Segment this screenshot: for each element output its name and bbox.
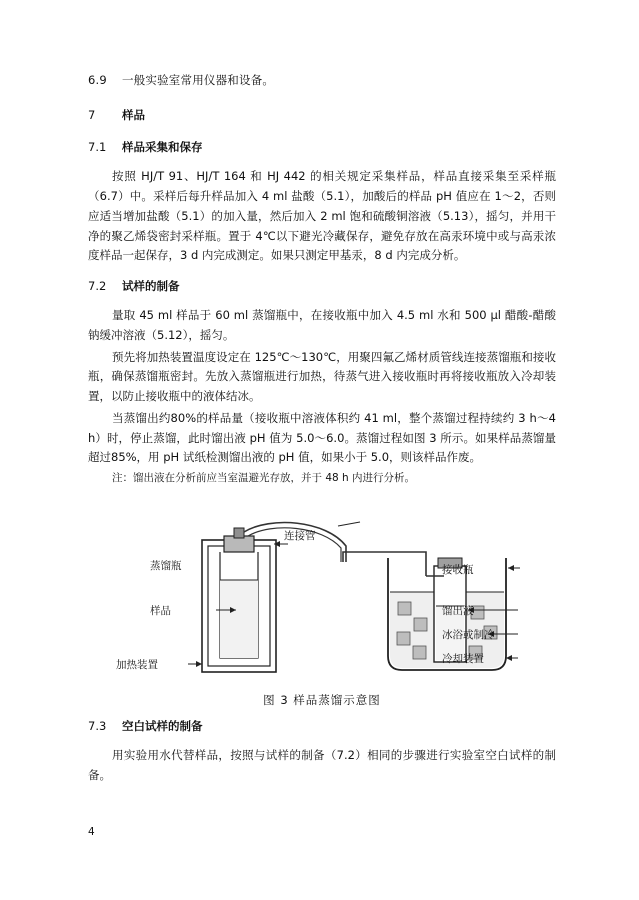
figure-svg xyxy=(88,506,556,686)
figure-caption: 图 3 样品蒸馏示意图 xyxy=(263,693,381,708)
spacer xyxy=(88,268,556,278)
figure-label-heating-device: 加热装置 xyxy=(116,659,158,672)
section-7-2-note: 注：馏出液在分析前应当室温避光存放，并于 48 h 内进行分析。 xyxy=(112,472,416,485)
figure-distillation-diagram xyxy=(88,506,556,686)
spacer-2 xyxy=(88,708,556,718)
section-7-2-title: 试样的制备 xyxy=(122,279,180,294)
page-content xyxy=(88,72,556,788)
figure-label-distillation-flask: 蒸馏瓶 xyxy=(150,560,182,573)
section-7-1-number: 7.1 xyxy=(88,140,107,155)
section-7-1-title: 样品采集和保存 xyxy=(122,140,203,155)
section-7-3-paragraph-1: 用实验用水代替样品，按照与试样的制备（7.2）相同的步骤进行实验室空白试样的制备。 xyxy=(88,748,556,782)
section-7-2-paragraph-1: 量取 45 ml 样品于 60 ml 蒸馏瓶中，在接收瓶中加入 4.5 ml 水和 500 μl 醋酸-醋酸钠缓冲溶液（5.12），摇匀。 xyxy=(88,308,556,342)
section-7-2-heading xyxy=(88,278,556,294)
section-7-number: 7 xyxy=(88,108,96,123)
section-7-1-paragraph-1: 按照 HJ/T 91、HJ/T 164 和 HJ 442 的相关规定采集样品，样品直接采集至采样瓶（6.7）中。采样后每升样品加入 4 ml 盐酸（5.1），加酸后的样品 pH 值应在 1～2，否则应适当增加盐酸（5.1）的加入量，然后加入 2 ml 饱和硫酸铜溶液（5.13），摇匀，并用干净的聚乙烯袋密封采样瓶。置于 4℃以下避光冷藏保存，避免存放在高汞环境中或与高汞浓度样品一起保存，3 d 内完成测定。如果只测定甲基汞，8 d 内完成分析。 xyxy=(88,169,556,263)
figure-label-distillate: 馏出液 xyxy=(442,605,474,618)
section-7-3-number: 7.3 xyxy=(88,719,107,734)
figure-label-ice-bath: 冰浴或制冷 xyxy=(442,629,495,642)
section-6-9 xyxy=(88,72,556,89)
figure-label-connector-tube: 连接管 xyxy=(284,530,316,543)
section-7-3-heading xyxy=(88,718,556,734)
section-7-2-paragraph-2: 预先将加热装置温度设定在 125℃～130℃，用聚四氟乙烯材质管线连接蒸馏瓶和接收瓶，确保蒸馏瓶密封。先放入蒸馏瓶进行加热，待蒸气进入接收瓶时再将接收瓶放入冷却装置，以防止接收瓶中的液体结冰。 xyxy=(88,349,556,404)
figure-label-cooling-device: 冷却装置 xyxy=(442,653,484,666)
section-7-2-number: 7.2 xyxy=(88,279,107,294)
section-6-9-title: 一般实验室常用仪器和设备。 xyxy=(122,73,275,87)
section-7-1-heading xyxy=(88,139,556,155)
section-7-3-title: 空白试样的制备 xyxy=(122,719,203,734)
page-number: 4 xyxy=(88,826,95,838)
figure-label-receiving-flask: 接收瓶 xyxy=(442,564,474,577)
section-6-9-number: 6.9 xyxy=(88,73,107,87)
section-7-heading xyxy=(88,107,556,123)
figure-label-sample: 样品 xyxy=(150,605,171,618)
section-7-title: 样品 xyxy=(122,108,145,123)
section-7-2-paragraph-3: 当蒸馏出约80%的样品量（接收瓶中溶液体积约 41 ml，整个蒸馏过程持续约 3 h～4 h）时，停止蒸馏，此时馏出液 pH 值为 5.0～6.0。蒸馏过程如图 3 所示。如果样品蒸馏量超过85%，用 pH 试纸检测馏出液的 pH 值，如果小于 5.0，则该样品作废。 xyxy=(88,410,556,465)
